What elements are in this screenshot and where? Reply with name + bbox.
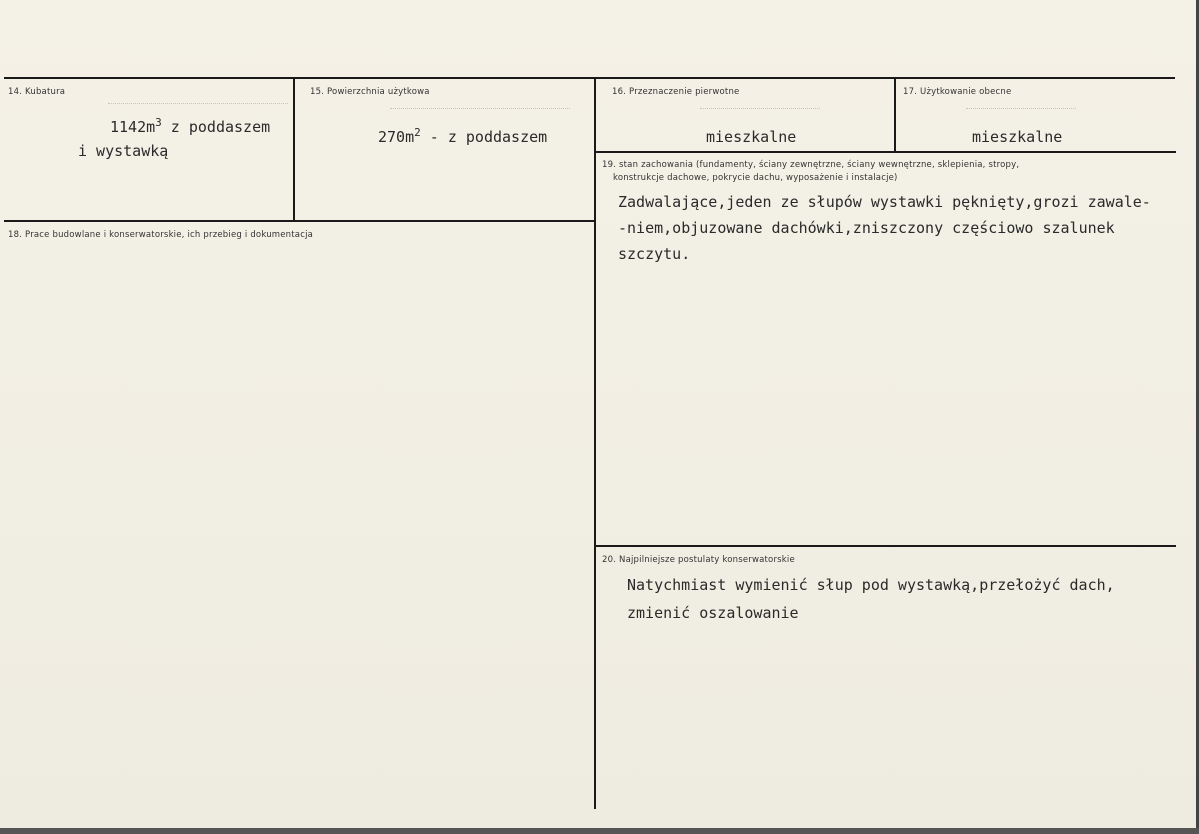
field-14-exponent: 3 [155,116,162,129]
field-14-dotline [108,103,288,104]
field-14-rest: z poddaszem [161,118,271,136]
field-15-number: 270m [378,128,415,146]
field-20-text-line1: Natychmiast wymienić słup pod wystawką,przełożyć dach, [627,576,1115,594]
field-17-value: mieszkalne [972,128,1063,146]
divider-16-17 [894,79,896,152]
divider-main [594,79,596,809]
field-17-label: 17. Użytkowanie obecne [903,87,1012,97]
rule-above-20 [596,545,1176,547]
field-16-value: mieszkalne [706,128,797,146]
field-15-exponent: 2 [414,126,421,139]
top-rule [4,77,1175,79]
field-14-value [110,115,270,139]
field-19-text-line2: -niem,objuzowane dachówki,zniszczony częściowo szalunek [618,219,1115,237]
field-14-value-line2: i wystawką [78,142,169,160]
field-20-text-line2: zmienić oszalowanie [627,604,799,622]
field-15-dotline [390,108,570,109]
field-19-text-line3: szczytu. [618,245,691,263]
field-15-value [378,125,547,149]
rule-under-16-17 [596,151,1176,153]
field-16-label: 16. Przeznaczenie pierwotne [612,87,740,97]
field-20-label: 20. Najpilniejsze postulaty konserwatorskie [602,555,795,565]
bottom-edge [0,828,1199,834]
rule-under-14-15 [4,220,596,222]
field-19-text-line1: Zadwalające,jeden ze słupów wystawki pęknięty,grozi zawale- [618,193,1151,211]
field-19-label-line2: konstrukcje dachowe, pokrycie dachu, wyposażenie i instalacje) [613,173,898,183]
field-15-label: 15. Powierzchnia użytkowa [310,87,430,97]
field-14-label: 14. Kubatura [8,87,66,97]
field-16-dotline [700,108,820,109]
divider-14-15 [293,79,295,221]
field-17-dotline [966,108,1076,109]
field-19-label-line1: 19. stan zachowania (fundamenty, ściany zewnętrzne, ściany wewnętrzne, sklepienia, stropy, [602,160,1020,170]
field-18-label: 18. Prace budowlane i konserwatorskie, ich przebieg i dokumentacja [8,230,314,240]
field-15-rest: - z poddaszem [420,128,548,146]
field-14-number: 1142m [110,118,156,136]
